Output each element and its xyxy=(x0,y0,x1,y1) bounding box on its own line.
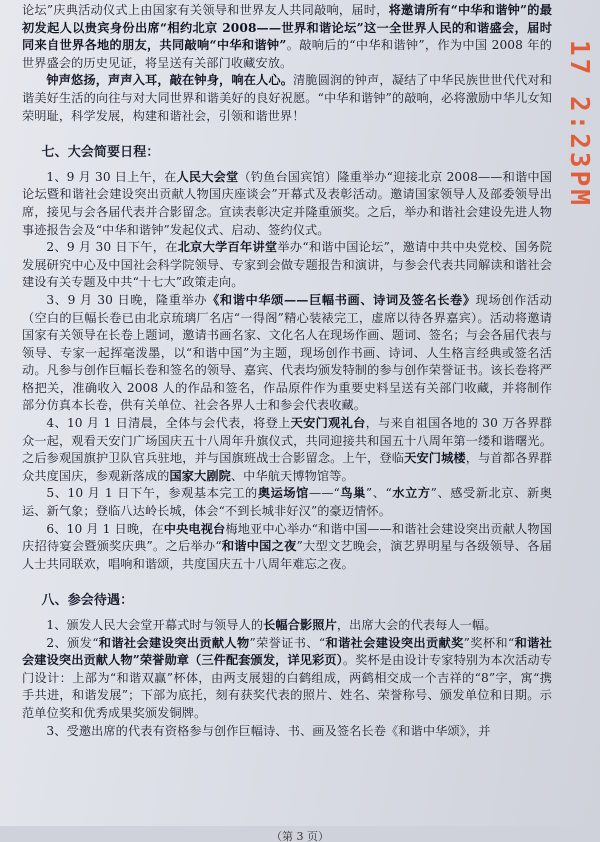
schedule-item-5: 5、10 月 1 日下午，参观基本完工的奥运场馆——“鸟巢”、“水立方”、感受新北京、新奥运、新气象；登临八达岭长城，体会“不到长城非好汉”的豪迈情怀。 xyxy=(22,486,553,519)
intro-paragraph: 论坛”庆典活动仪式上由国家有关领导和世界友人共同敲响，届时，将邀请所有“中华和谐钟”的最初发起人以贵宾身份出席“相约北京 2008——世界和谐论坛”这一全世界人民的和谐盛会，届时同来自世界各地的朋友，共同敲响“中华和谐钟”。敲响后的“中华和谐钟”，作为中国 2008 年的世界盛会的历史见证，将呈送有关部门收藏安放。 xyxy=(22,3,553,70)
benefit-item-2: 2、颁发“和谐社会建设突出贡献人物”荣誉证书、“和谐社会建设突出贡献奖”奖杯和“和谐社会建设突出贡献人物”荣誉勋章（三件配套颁发，详见彩页）。奖杯是由设计专家特别为本次活动专门设计：上部为“和谐双赢”杯体，由两支展翅的白鹤组成，两鹤相交成一个吉祥的“8”字，寓“携手共进，和谐发展”；下部为底托，刻有获奖代表的照片、姓名、荣誉称号、颁发单位和日期。示范单位奖和优秀成果奖颁发铜牌。 xyxy=(22,635,552,720)
photo-timestamp: 17 2:23PM xyxy=(564,40,594,208)
schedule-item-3: 3、9 月 30 日晚，隆重举办《和谐中华颂——巨幅书画、诗词及签名长卷》现场创作活动（空白的巨幅长卷已由北京琉璃厂名店“一得阁”精心装裱完工，虚席以待各界嘉宾）。活动将邀请国家有关领导在长卷上题词，邀请书画名家、文化名人在现场作画、题词、签名；与会各届代表与领导、专家一起挥毫泼墨，以“和谐中国”为主题，现场创作书画、诗词、人生格言经典或签名活动。凡参与创作巨幅长卷和签名的领导、嘉宾、代表均颁发特制的参与创作荣誉证书。该长卷将严格把关，准确收入 2008 人的作品和签名，作品原件作为重要史料呈送有关部门收藏，并将制作部分仿真本长卷，供有关单位、社会各界人士和参会代表收藏。 xyxy=(22,292,552,413)
benefit-item-3: 3、受邀出席的代表有资格参与创作巨幅诗、书、画及签名长卷《和谐中华颂》，并 xyxy=(46,723,491,738)
section-heading-schedule: 七、大会简要日程： xyxy=(41,145,160,161)
bell-paragraph: 钟声悠扬，声声入耳，敲在钟身，响在人心。清脆圆润的钟声，凝结了中华民族世世代代对和谐美好生活的向往与对大同世界和谐美好的良好祝愿。“中华和谐钟”的敲响，必将激励中华儿女知荣明耻，科学发展，构建和谐社会，引领和谐世界！ xyxy=(22,73,552,123)
schedule-item-4: 4、10 月 1 日清晨，全体与会代表，将登上天安门观礼台，与来自祖国各地的 30 万各界群众一起，观看天安门广场国庆五十八周年升旗仪式，共同迎接共和国五十八周年第一缕和谐曙光。之后参观国旗护卫队官兵驻地，并与国旗班战士合影留念。上午，登临天安门城楼，与首都各界群众共度国庆，参观新落成的国家大剧院、中华航天博物馆等。 xyxy=(22,416,553,483)
schedule-item-1: 1、9 月 30 日上午，在人民大会堂（钓鱼台国宾馆）隆重举办“迎接北京 2008——和谐中国论坛暨和谐社会建设突出贡献人物国庆座谈会”开幕式及表彰活动。邀请国家领导人及部委领导出席，接见与会各届代表并合影留念。宣读表彰决定并隆重颁奖。之后，举办和谐社会建设先进人物事迹报告会及“中华和谐钟”发起仪式、启动、签约仪式。 xyxy=(22,169,553,237)
schedule-item-6: 6、10 月 1 日晚，在中央电视台梅地亚中心举办“和谐中国——和谐社会建设突出贡献人物国庆招待宴会暨颁奖庆典”。之后举办“和谐中国之夜”大型文艺晚会，演艺界明星与各级领导、各届人士共同联欢，唱响和谐颂，共度国庆五十八周年难忘之夜。 xyxy=(22,521,552,571)
section-heading-benefits: 八、参会待遇： xyxy=(41,593,134,609)
benefit-item-1: 1、颁发人民大会堂开幕式时与领导人的长幅合影照片，出席大会的代表每人一幅。 xyxy=(46,618,497,632)
schedule-item-2: 2、9 月 30 日下午，在北京大学百年讲堂举办“和谐中国论坛”，邀请中共中央党校、国务院发展研究中心及中国社会科学院领导、专家到会做专题报告和演讲，与参会代表共同解读和谐社会建设有关专题及中共“十七大”政策走向。 xyxy=(22,240,552,290)
document-body xyxy=(22,2,552,740)
page-number: （第 3 页） xyxy=(0,826,600,842)
